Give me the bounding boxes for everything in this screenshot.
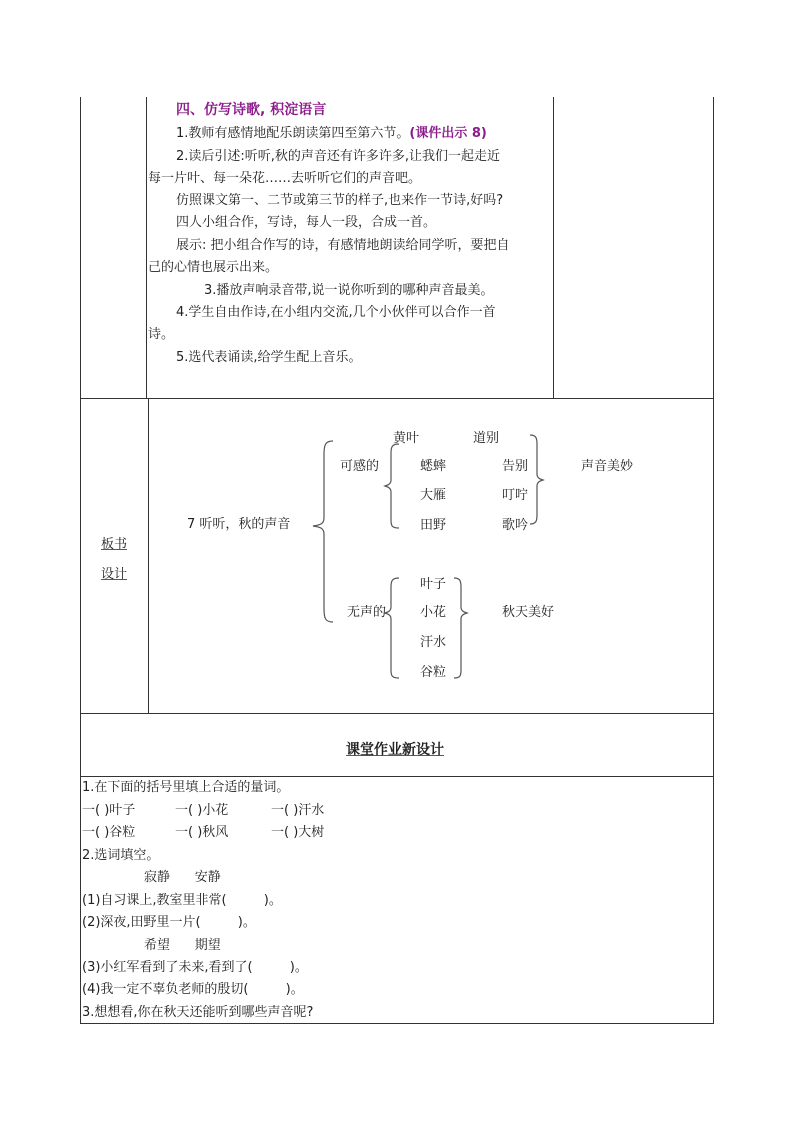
- audible-left-3: 大雁: [420, 488, 447, 503]
- silent-item-3: 汗水: [420, 635, 447, 650]
- step2-line1: 2.读后引述:听听,秋的声音还有许多许多,让我们一起走近: [176, 149, 501, 164]
- silent-item-4: 谷粒: [420, 665, 447, 680]
- main-brace: [313, 441, 333, 622]
- q2-words-1: 寂静 安静: [144, 870, 221, 885]
- q1-row1-a: 一( )叶子: [82, 803, 136, 818]
- audible-left-2: 蟋蟀: [420, 459, 447, 474]
- q2-text: 2.选词填空。: [82, 848, 160, 863]
- silent-right-brace: [454, 578, 467, 678]
- silent-item-2: 小花: [420, 605, 447, 620]
- silent-summary: 秋天美好: [502, 605, 555, 620]
- show-line1: 展示: 把小组合作写的诗，有感情地朗读给同学听，要把自: [176, 238, 510, 253]
- homework-title: 课堂作业新设计: [346, 742, 444, 758]
- audible-left-4: 田野: [420, 518, 447, 533]
- board-label-line2: 设计: [101, 567, 128, 582]
- silent-left-brace: [385, 578, 399, 678]
- audible-right-4: 歌吟: [502, 518, 529, 533]
- q1-row2-c: 一( )大树: [271, 825, 325, 840]
- step1-text: 1.教师有感情地配乐朗读第四至第六节。: [176, 126, 410, 141]
- audible-left-brace: [385, 444, 399, 528]
- audible-right-3: 叮咛: [502, 488, 529, 503]
- step5-line: 5.选代表诵读,给学生配上音乐。: [176, 350, 362, 365]
- step4-line2: 诗。: [148, 327, 175, 342]
- audible-right-brace: [530, 435, 543, 524]
- q2-sentence-4: (4)我一定不辜负老师的殷切( )。: [82, 982, 304, 997]
- show-line2: 己的心情也展示出来。: [148, 260, 279, 275]
- section-heading: 四、仿写诗歌, 积淀语言: [176, 102, 327, 118]
- q1-text: 1.在下面的括号里填上合适的量词。: [82, 780, 290, 795]
- q1-row2-a: 一( )谷粒: [82, 825, 136, 840]
- q1-row1-c: 一( )汗水: [271, 803, 325, 818]
- q2-sentence-3: (3)小红军看到了未来,看到了( )。: [82, 960, 308, 975]
- silent-item-1: 叶子: [420, 577, 447, 592]
- board-label-line1: 板书: [101, 537, 128, 552]
- audible-left-1: 黄叶: [393, 431, 420, 446]
- step4-line1: 4.学生自由作诗,在小组内交流,几个小伙伴可以合作一首: [176, 305, 496, 320]
- board-title: 7 听听，秋的声音: [187, 517, 291, 532]
- q2-sentence-2: (2)深夜,田野里一片( )。: [82, 915, 256, 930]
- branch-silent: 无声的: [347, 605, 387, 620]
- imitate-line: 仿照课文第一、二节或第三节的样子,也来作一节诗,好吗?: [176, 193, 504, 208]
- branch-audible: 可感的: [340, 459, 380, 474]
- audible-right-1: 道别: [473, 431, 500, 446]
- step2-line2: 每一片叶、每一朵花……去听听它们的声音吧。: [148, 171, 422, 186]
- step3-line: 3.播放声响录音带,说一说你听到的哪种声音最美。: [204, 283, 494, 298]
- audible-summary: 声音美妙: [581, 459, 634, 474]
- group-line: 四人小组合作，写诗，每人一段，合成一首。: [176, 215, 437, 230]
- q3-text: 3.想想看,你在秋天还能听到哪些声音呢?: [82, 1005, 314, 1020]
- q1-row1-b: 一( )小花: [175, 803, 229, 818]
- q2-words-2: 希望 期望: [144, 938, 221, 953]
- q2-sentence-1: (1)自习课上,教室里非常( )。: [82, 893, 282, 908]
- audible-right-2: 告别: [502, 459, 529, 474]
- courseware-tag: (课件出示 8): [409, 126, 487, 141]
- q1-row2-b: 一( )秋风: [175, 825, 229, 840]
